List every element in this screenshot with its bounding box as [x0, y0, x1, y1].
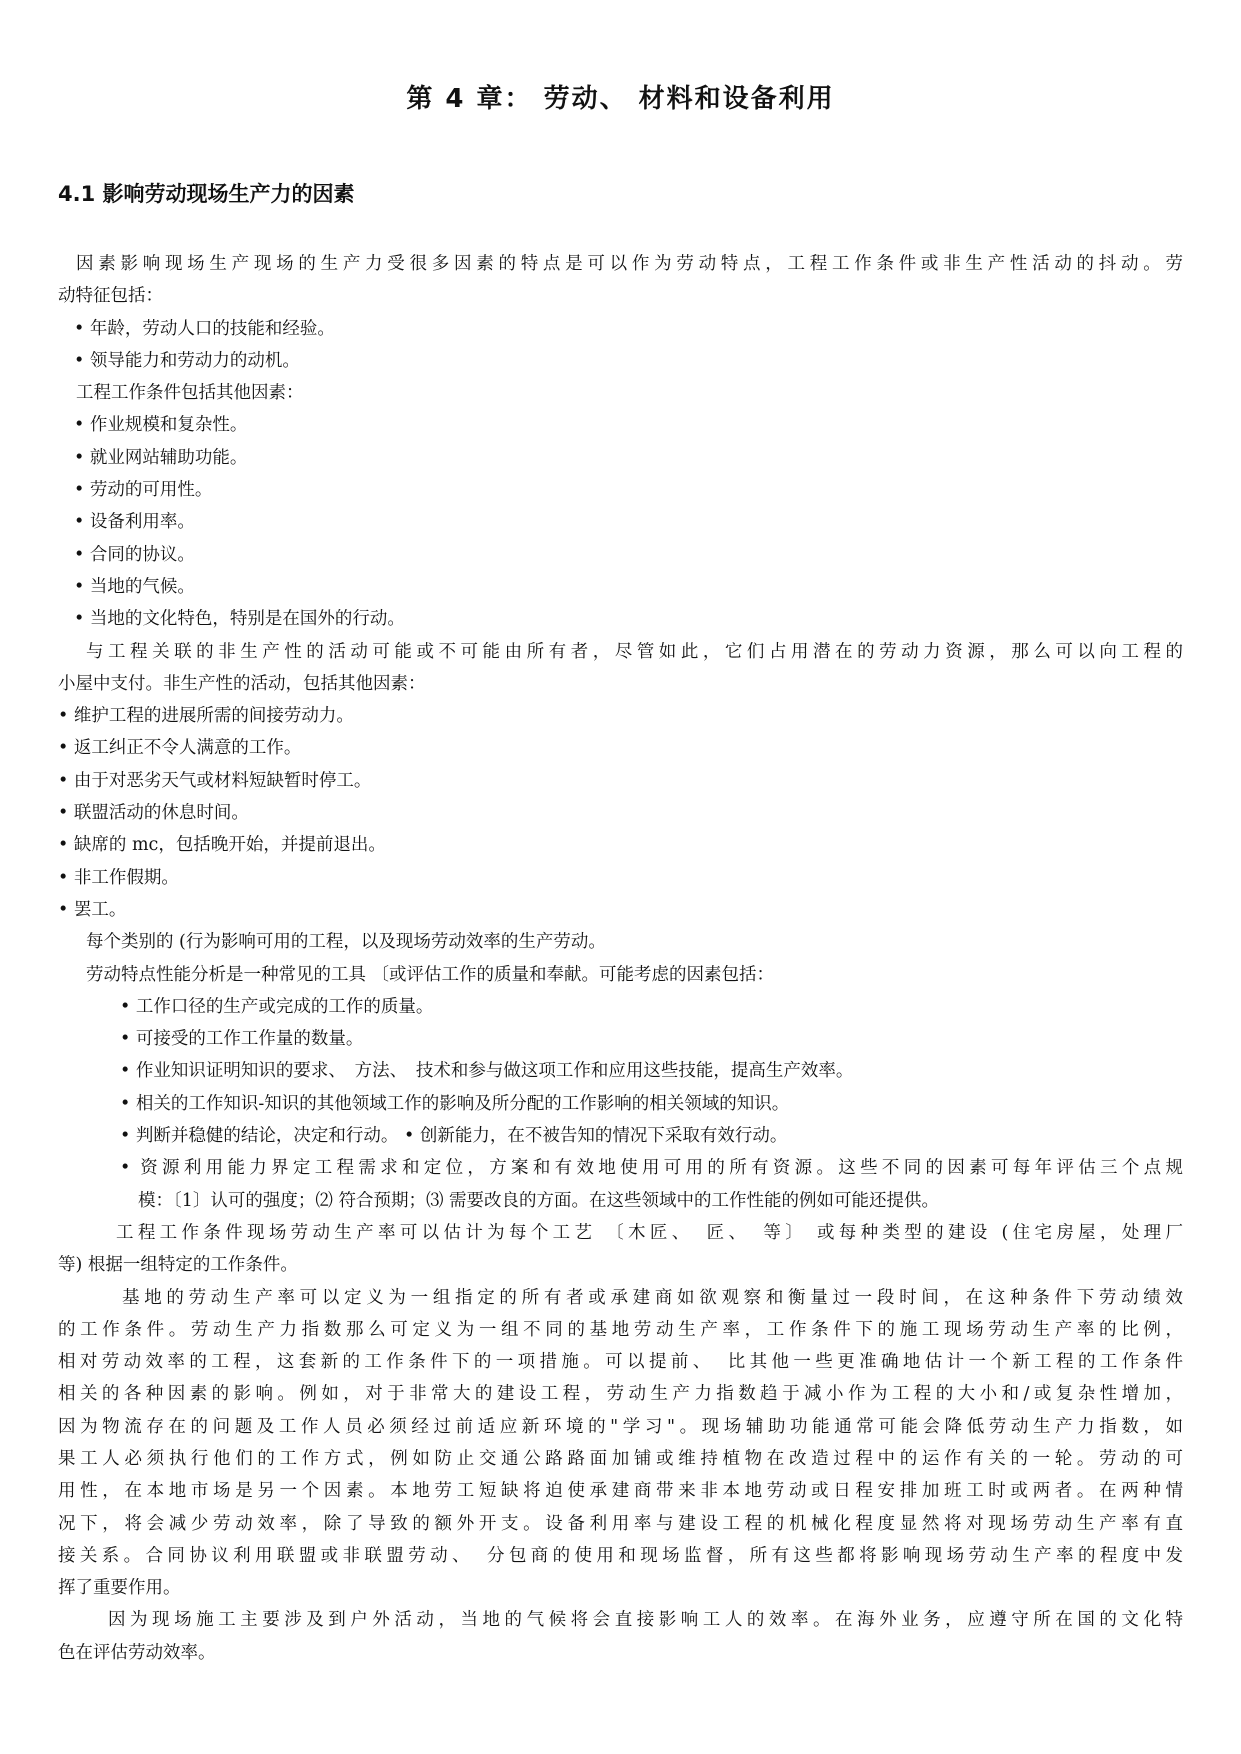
text-line: • 领导能力和劳动力的动机。: [74, 350, 300, 371]
text-line: • 作业规模和复杂性。: [74, 415, 248, 436]
text-line: 等) 根据一组特定的工作条件。: [58, 1255, 298, 1276]
text-line: 基地的劳动生产率可以定义为一组指定的所有者或承建商如欲观察和衡量过一段时间，在这种条件下劳动绩效: [122, 1287, 1183, 1308]
text-line: • 判断并稳健的结论，决定和行动。 • 创新能力，在不被告知的情况下采取有效行动。: [120, 1126, 788, 1147]
text-line: • 可接受的工作工作量的数量。: [120, 1029, 364, 1050]
body-text: [58, 248, 1183, 1669]
text-line: • 当地的气候。: [74, 576, 195, 597]
text-line: 工程工作条件包括其他因素：: [76, 383, 304, 404]
text-line: 与工程关联的非生产性的活动可能或不可能由所有者，尽管如此，它们占用潜在的劳动力资源，那么可以向工程的: [86, 641, 1183, 662]
text-line: • 资源利用能力界定工程需求和定位，方案和有效地使用可用的所有资源。这些不同的因素可每年评估三个点规: [120, 1158, 1183, 1179]
text-line: 因为物流存在的问题及工作人员必须经过前适应新环境的"学习"。现场辅助功能通常可能会降低劳动生产力指数，如: [58, 1416, 1183, 1437]
text-line: • 就业网站辅助功能。: [74, 447, 248, 468]
text-line: • 劳动的可用性。: [74, 480, 213, 501]
text-line: • 由于对恶劣天气或材料短缺暂时停工。: [58, 770, 372, 791]
text-line: 因素影响现场生产现场的生产力受很多因素的特点是可以作为劳动特点，工程工作条件或非生产性活动的抖动。劳: [76, 254, 1183, 274]
text-line: • 罢工。: [58, 899, 127, 920]
text-line: • 设备利用率。: [74, 512, 195, 533]
text-line: 的工作条件。劳动生产力指数那么可定义为一组不同的基地劳动生产率，工作条件下的施工现场劳动生产率的比例，: [58, 1319, 1183, 1340]
text-line: • 返工纠正不令人满意的工作。: [58, 738, 302, 759]
text-line: • 作业知识证明知识的要求、 方法、 技术和参与做这项工作和应用这些技能，提高生产效率。: [120, 1061, 854, 1082]
text-line: • 缺席的 mc，包括晚开始，并提前退出。: [58, 835, 386, 856]
text-line: • 联盟活动的休息时间。: [58, 803, 249, 824]
text-line: 色在评估劳动效率。: [58, 1642, 216, 1663]
text-line: • 年龄，劳动人口的技能和经验。: [74, 318, 335, 339]
text-line: • 工作口径的生产或完成的工作的质量。: [120, 996, 434, 1017]
text-line: • 合同的协议。: [74, 544, 195, 565]
text-line: 动特征包括：: [58, 286, 163, 307]
text-line: 挥了重要作用。: [58, 1578, 181, 1599]
chapter-title: 第 4 章： 劳动、 材料和设备利用: [406, 84, 835, 114]
text-line: 相对劳动效率的工程，这套新的工作条件下的一项措施。可以提前、 比其他一些更准确地估计一个新工程的工作条件: [58, 1352, 1183, 1373]
text-line: 相关的各种因素的影响。例如，对于非常大的建设工程，劳动生产力指数趋于减小作为工程的大小和/或复杂性增加，: [58, 1384, 1183, 1405]
text-line: • 非工作假期。: [58, 867, 179, 888]
text-line: • 当地的文化特色，特别是在国外的行动。: [74, 609, 405, 630]
text-line: 况下，将会减少劳动效率，除了导致的额外开支。设备利用率与建设工程的机械化程度显然将对现场劳动生产率有直: [58, 1513, 1183, 1534]
text-line: 模：〔1〕认可的强度；⑵ 符合预期；⑶ 需要改良的方面。在这些领域中的工作性能的例如可能还提供。: [138, 1190, 940, 1211]
text-line: 接关系。合同协议利用联盟或非联盟劳动、 分包商的使用和现场监督，所有这些都将影响现场劳动生产率的程度中发: [58, 1545, 1183, 1566]
text-line: • 相关的工作知识-知识的其他领域工作的影响及所分配的工作影响的相关领域的知识。: [120, 1093, 790, 1114]
text-line: 工程工作条件现场劳动生产率可以估计为每个工艺 〔木匠、 匠、 等〕 或每种类型的建设 (住宅房屋，处理厂: [116, 1222, 1183, 1243]
text-line: 小屋中支付。非生产性的活动，包括其他因素：: [58, 673, 426, 694]
text-line: 用性，在本地市场是另一个因素。本地劳工短缺将迫使承建商带来非本地劳动或日程安排加班工时或两者。在两种情: [58, 1481, 1183, 1502]
text-line: • 维护工程的进展所需的间接劳动力。: [58, 706, 354, 727]
section-heading: 4.1 影响劳动现场生产力的因素: [58, 182, 355, 206]
text-line: 果工人必须执行他们的工作方式，例如防止交通公路路面加铺或维持植物在改造过程中的运作有关的一轮。劳动的可: [58, 1448, 1183, 1469]
text-line: 每个类别的 (行为影响可用的工程，以及现场劳动效率的生产劳动。: [86, 932, 606, 953]
text-line: 劳动特点性能分析是一种常见的工具 〔或评估工作的质量和奉献。可能考虑的因素包括：: [86, 964, 775, 985]
text-line: 因为现场施工主要涉及到户外活动，当地的气候将会直接影响工人的效率。在海外业务，应遵守所在国的文化特: [108, 1610, 1183, 1631]
